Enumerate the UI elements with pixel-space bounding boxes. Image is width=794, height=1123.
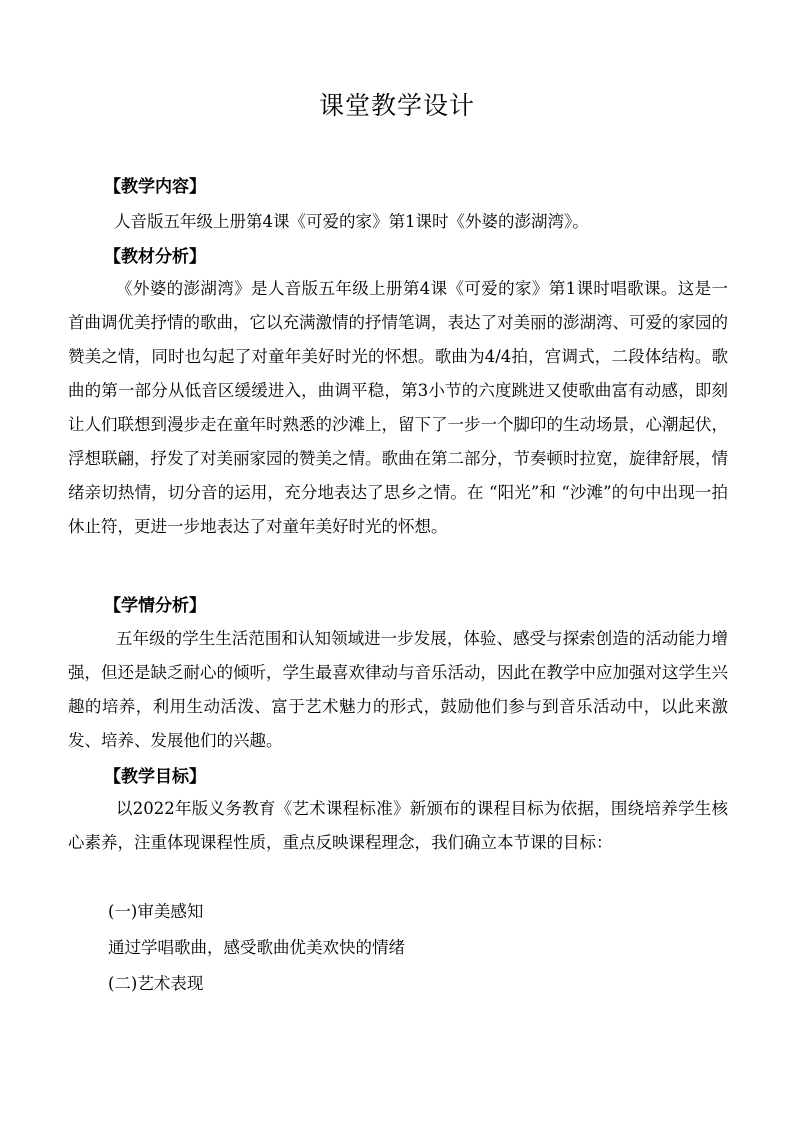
goal-item-art-expression-label: (二)艺术表现 xyxy=(108,974,204,993)
material-analysis-paragraph: 《外婆的澎湖湾》是人音版五年级上册第4课《可爱的家》第1课时唱歌课。这是一首曲调优美抒情的歌曲，它以充满激情的抒情笔调，表达了对美丽的澎湖湾、可爱的家园的赞美之情，同时也勾起了对童年美好时光的怀想。歌曲为4/4拍，宫调式，二段体结构。歌曲的第一部分从低音区缓缓进入，曲调平稳，第3小节的六度跳进又使歌曲富有动感，即刻让人们联想到漫步走在童年时熟悉的沙滩上，留下了一步一个脚印的生动场景，心潮起伏，浮想联翩，抒发了对美丽家园的赞美之情。歌曲在第二部分，节奏顿时拉宽，旋律舒展，情绪亲切热情，切分音的运用，充分地表达了思乡之情。在 “阳光”和 “沙滩”的句中出现一拍休止符，更进一步地表达了对童年美好时光的怀想。 xyxy=(68,279,728,536)
student-analysis-paragraph: 五年级的学生生活范围和认知领域进一步发展，体验、感受与探索创造的活动能力增强，但还是缺乏耐心的倾听，学生最喜欢律动与音乐活动，因此在教学中应加强对这学生兴趣的培养，利用生动活泼、富于艺术魅力的形式，鼓励他们参与到音乐活动中，以此来激发、培养、发展他们的兴趣。 xyxy=(68,629,728,750)
teaching-content-text: 人音版五年级上册第4课《可爱的家》第1课时《外婆的澎湖湾》。 xyxy=(114,212,589,231)
document-title: 课堂教学设计 xyxy=(318,91,475,120)
heading-teaching-goals: 【教学目标】 xyxy=(104,767,206,787)
goal-item-aesthetic-label: (一)审美感知 xyxy=(108,902,204,921)
heading-student-analysis: 【学情分析】 xyxy=(104,596,206,616)
teaching-goals-paragraph: 以2022年版义务教育《艺术课程标准》新颁布的课程目标为依据，围绕培养学生核心素养，注重体现课程性质，重点反映课程理念，我们确立本节课的目标： xyxy=(68,799,728,852)
heading-material-analysis: 【教材分析】 xyxy=(104,247,206,267)
goal-item-aesthetic-text: 通过学唱歌曲，感受歌曲优美欢快的情绪 xyxy=(108,938,405,957)
heading-teaching-content: 【教学内容】 xyxy=(104,177,206,197)
